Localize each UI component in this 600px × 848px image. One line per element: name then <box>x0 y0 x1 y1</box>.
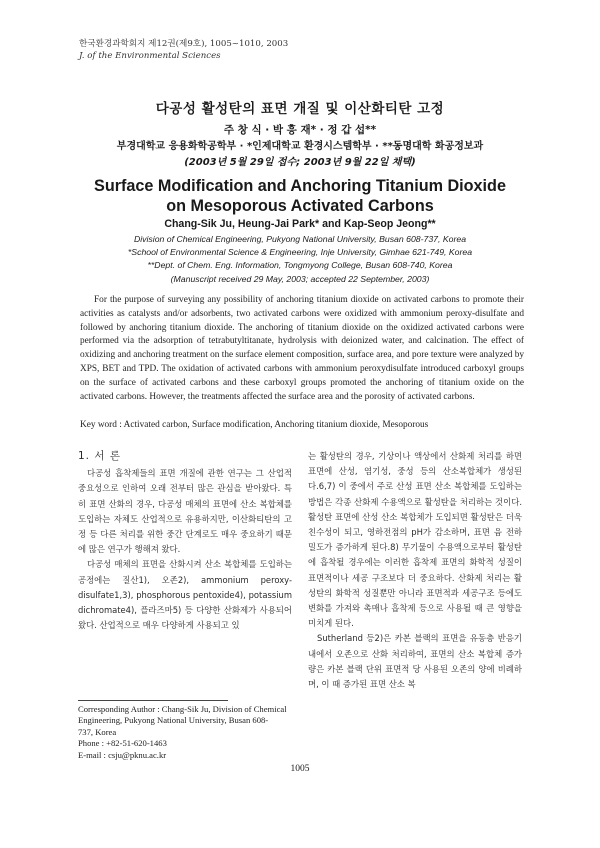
corr-line-1: Corresponding Author : Chang-Sik Ju, Division of Chemical <box>78 704 287 714</box>
korean-dates: (2003년 5월 29일 접수; 2003년 9월 22일 채택) <box>184 157 416 168</box>
korean-authors: 주 창 식 · 박 흥 재* · 정 갑 섭** <box>223 124 377 136</box>
page-number: 1005 <box>290 764 310 774</box>
english-affiliations <box>0 233 600 286</box>
intro-paragraph-1: 다공성 흡착제들의 표면 개질에 관한 연구는 그 산업적 중요성으로 인하여 오래 전부터 많은 관심을 받아왔다. 특히 표면 산화의 경우, 다공성 매체의 표면에 산소 복합체를 도입하는 자체도 산업적으로 유용하지만, 이산화티탄의 고정 등 다른 처리를 위한 중간 단계로도 매우 중요하기 때문에 많은 연구가 행해져 왔다. <box>78 468 292 555</box>
english-authors: Chang-Sik Ju, Heung-Jai Park* and Kap-Seop Jeong** <box>164 218 436 230</box>
journal-name-en: J. of the Environmental Sciences <box>79 51 221 61</box>
manuscript-dates: (Manuscript received 29 May, 2003; accepted 22 September, 2003) <box>170 273 430 284</box>
korean-title: 다공성 활성탄의 표면 개질 및 이산화티탄 고정 <box>155 101 445 117</box>
corr-email: E-mail : csju@pknu.ac.kr <box>78 749 167 760</box>
footnote-divider <box>78 700 228 701</box>
corresponding-author-note <box>78 704 296 761</box>
journal-header <box>79 38 288 62</box>
intro-paragraph-3: 는 활성탄의 경우, 기상이나 액상에서 산화제 처리를 하면 표면에 산성, 염기성, 중성 등의 산소복합체가 생성된다.6,7) 이 중에서 주로 산성 표면 산소 복합체를 도입하는 방법은 각종 산화제 수용액으로 활성탄을 처리하는 것이다. 활성탄 표면에 산성 산소 복합체가 도입되면 활성탄은 더욱 친수성이 되고, 영하전점의 pH가 감소하며, 표면 음 전하 밀도가 증가하게 된다.8) 무기물이 수용액으로부터 활성탄에 흡착될 경우에는 이러한 흡착제 표면의 화학적 성질이 표면적이나 세공 구조보다 더 중요하다. 산화제 처리는 활성탄의 화학적 성질뿐만 아니라 표면적과 세공구조 등에도 변화를 가져와 촉매나 흡착제 등으로 사용될 때 큰 영향을 미치게 된다. <box>308 451 522 629</box>
corr-line-2: Engineering, Pukyong National University, Busan 608- <box>78 715 269 726</box>
corr-line-3: 737, Korea <box>78 726 117 737</box>
intro-paragraph-2: 다공성 매체의 표면을 산화시켜 산소 복합체를 도입하는 공정에는 질산1), 오존2), ammonium peroxy-disulfate1,3), phosphorous pentoxide4), potassium dichromate4), 플라즈마5) 등 다양한 산화제가 사용되어 왔다. 산업적으로 매우 다양하게 사용되고 있 <box>78 559 292 631</box>
intro-paragraph-4: Sutherland 등2)은 카본 블랙의 표면을 유동층 반응기 내에서 오존으로 산화 처리하여, 표면의 산소 복합체 증가량은 카본 블랙 단위 표면적 당 사용된 오존의 양에 비례하며, 이 때 증가된 표면 산소 복 <box>308 633 522 690</box>
english-title <box>0 176 600 216</box>
corr-phone: Phone : +82-51-620-1463 <box>78 738 167 749</box>
abstract-text: For the purpose of surveying any possibility of anchoring titanium dioxide on activated carbons to promote their activities as catalysts and/or adsorbents, two activated carbons were oxidized with ammonium peroxy-disulfate and followed by anchoring titanium dioxide. The anchoring of titanium dioxide on the oxidized activated carbons were performed via the adsorption of tetrabutyltitanate, hydrolysis with deionized water, and calcination. The effect of oxidizing and anchoring treatment on the surface element composition, surface area, and pore texture were analyzed by XPS, BET and TPD. The oxidation of activated carbons with ammonium peroxydisulfate introduced carboxyl groups on the surface of activated carbons and these carboxyl groups promoted the anchoring of titanium oxide on the activated carbons. However, the treatments affected the surface area and the porosity of activated carbons. <box>80 295 524 402</box>
body-column-left <box>78 449 292 633</box>
body-column-right <box>308 449 522 692</box>
affiliation-3: **Dept. of Chem. Eng. Information, Tongmyong College, Busan 608-740, Korea <box>147 260 453 271</box>
affiliation-2: *School of Environmental Science & Engineering, Inje University, Gimhae 621-749, Korea <box>127 247 473 258</box>
keywords: Key word : Activated carbon, Surface modification, Anchoring titanium dioxide, Mesoporous <box>80 420 429 430</box>
english-title-line2: on Mesoporous Activated Carbons <box>166 197 434 215</box>
journal-name-ko: 한국환경과학회지 제12권(제9호), 1005~1010, 2003 <box>79 39 289 49</box>
abstract <box>80 294 524 404</box>
section-heading-introduction: 1. 서 론 <box>78 450 121 462</box>
english-title-line1: Surface Modification and Anchoring Titanium Dioxide <box>94 177 506 195</box>
affiliation-1: Division of Chemical Engineering, Pukyong National University, Busan 608-737, Korea <box>133 234 467 244</box>
korean-affiliations: 부경대학교 응용화학공학부 · *인제대학교 환경시스템학부 · **동명대학 화공정보과 <box>116 141 484 152</box>
